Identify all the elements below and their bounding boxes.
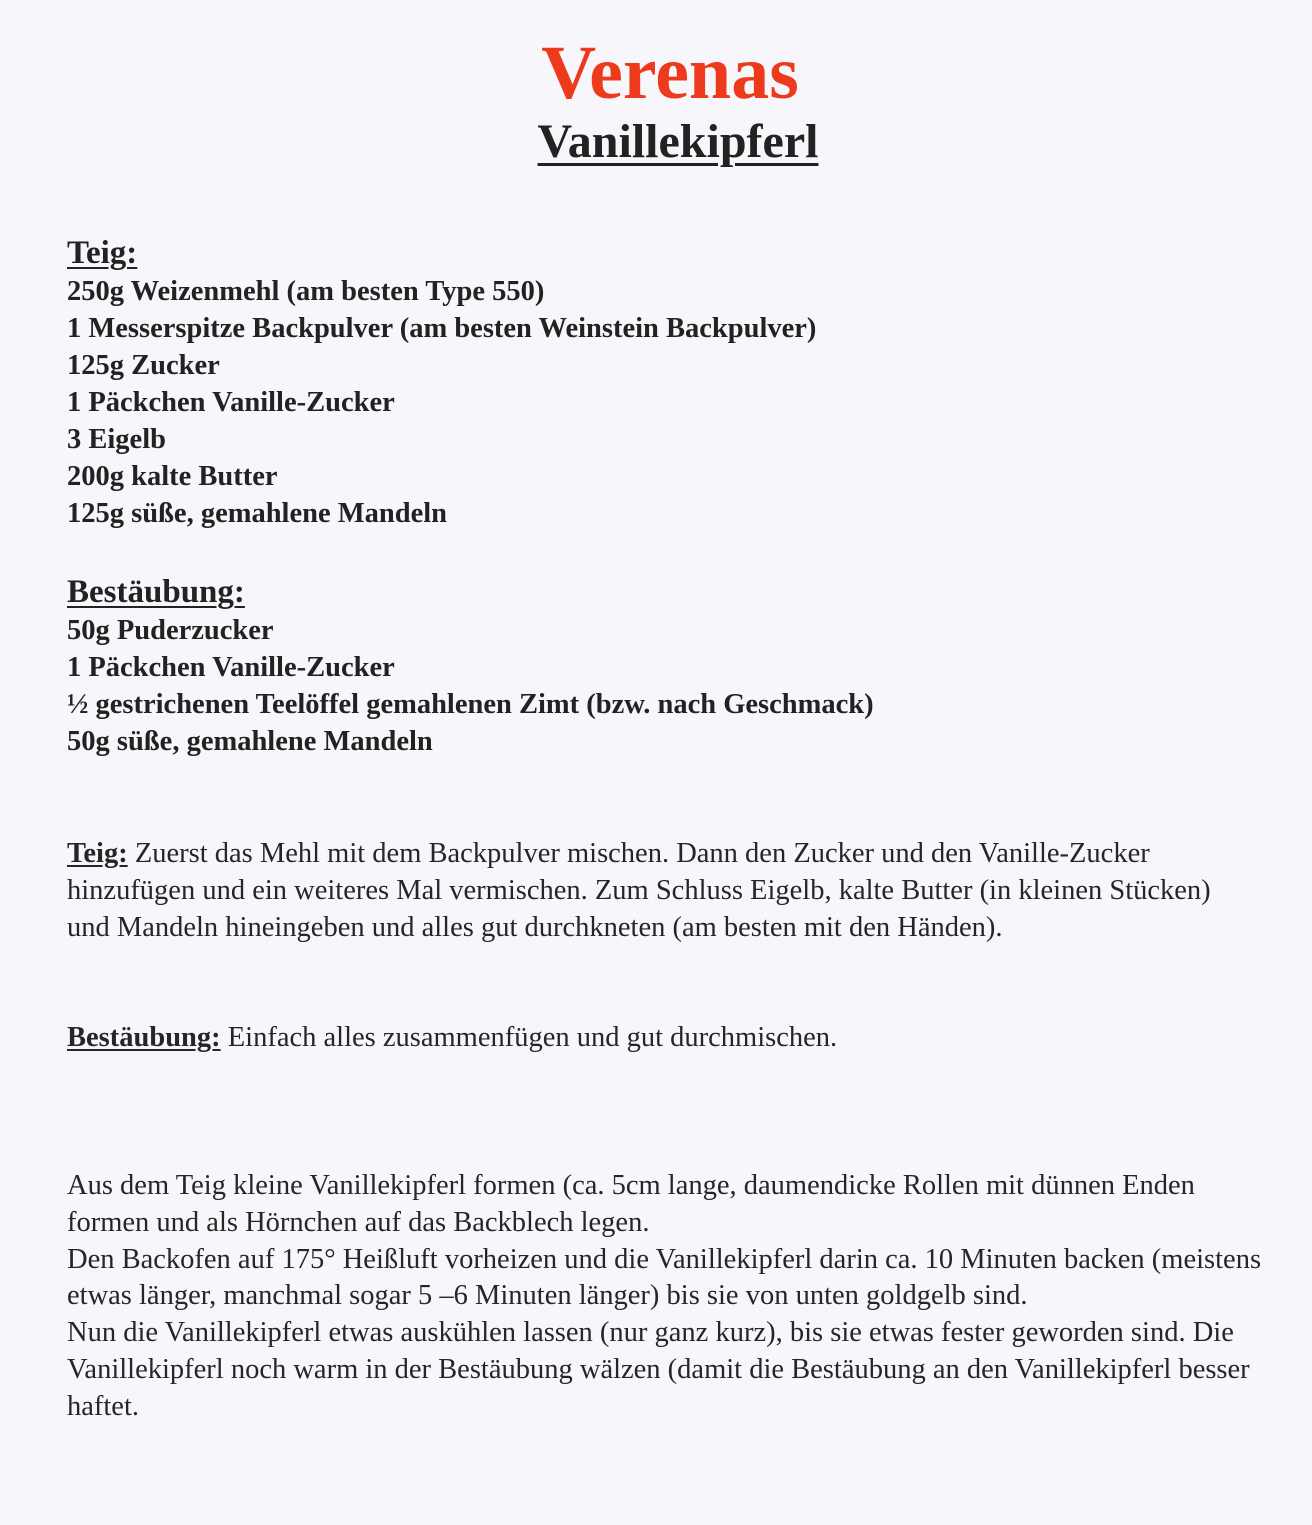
- ingredients-teig-list: [67, 273, 1287, 532]
- instruction-teig-paragraph: [67, 836, 1247, 946]
- subtitle-wrapper: [0, 112, 1312, 172]
- instruction-teig-text: Zuerst das Mehl mit dem Backpulver mischen. Dann den Zucker und den Vanille-Zucker hinzufügen und ein weiteres Mal vermischen. Zum Schluss Eigelb, kalte Butter (in kleinen Stücken) und Mandeln hineingeben und alles gut durchkneten (am besten mit den Händen).: [67, 838, 1211, 943]
- ingredients-bestaeubung-list: [67, 612, 1287, 760]
- ingredient-item: 1 Messerspitze Backpulver (am besten Weinstein Backpulver): [67, 313, 817, 344]
- instruction-bestaeubung-text: Einfach alles zusammenfügen und gut durchmischen.: [220, 1022, 838, 1053]
- instruction-bestaeubung-label: Bestäubung:: [67, 1022, 221, 1053]
- ingredients-bestaeubung-heading: Bestäubung:: [67, 574, 245, 610]
- ingredient-item: 125g süße, gemahlene Mandeln: [67, 498, 448, 529]
- ingredient-item: 250g Weizenmehl (am besten Type 550): [67, 276, 545, 307]
- ingredient-item: 200g kalte Butter: [67, 461, 278, 492]
- ingredient-item: 1 Päckchen Vanille-Zucker: [67, 387, 395, 418]
- instruction-bestaeubung-paragraph: [67, 1020, 1287, 1057]
- instruction-teig-label: Teig:: [67, 838, 128, 869]
- ingredient-item: ½ gestrichenen Teelöffel gemahlenen Zimt (bzw. nach Geschmack): [67, 689, 874, 720]
- ingredients-teig-section: [67, 233, 1287, 532]
- baking-steps: [67, 1168, 1277, 1426]
- ingredients-bestaeubung-section: [67, 572, 1287, 760]
- ingredient-item: 1 Päckchen Vanille-Zucker: [67, 652, 395, 683]
- baking-step: Aus dem Teig kleine Vanillekipferl formen (ca. 5cm lange, daumendicke Rollen mit dünnen Enden formen und als Hörnchen auf das Backblech legen.: [67, 1170, 1195, 1238]
- ingredient-item: 50g Puderzucker: [67, 615, 274, 646]
- baking-step: Nun die Vanillekipferl etwas auskühlen lassen (nur ganz kurz), bis sie etwas fester geworden sind. Die Vanillekipferl noch warm in der Bestäubung wälzen (damit die Bestäubung an den Vanillekipferl besser haftet.: [67, 1317, 1250, 1422]
- instruction-teig: [67, 836, 1247, 946]
- instruction-bestaeubung: [67, 1020, 1287, 1057]
- document-title: Verenas: [541, 31, 799, 115]
- document-subtitle: Vanillekipferl: [537, 115, 819, 168]
- baking-step: Den Backofen auf 175° Heißluft vorheizen und die Vanillekipferl darin ca. 10 Minuten backen (meistens etwas länger, manchmal sogar 5 –6 Minuten länger) bis sie von unten goldgelb sind.: [67, 1243, 1262, 1312]
- ingredient-item: 3 Eigelb: [67, 424, 166, 455]
- ingredients-teig-heading: Teig:: [67, 235, 138, 271]
- ingredient-item: 50g süße, gemahlene Mandeln: [67, 726, 433, 757]
- ingredient-item: 125g Zucker: [67, 350, 220, 381]
